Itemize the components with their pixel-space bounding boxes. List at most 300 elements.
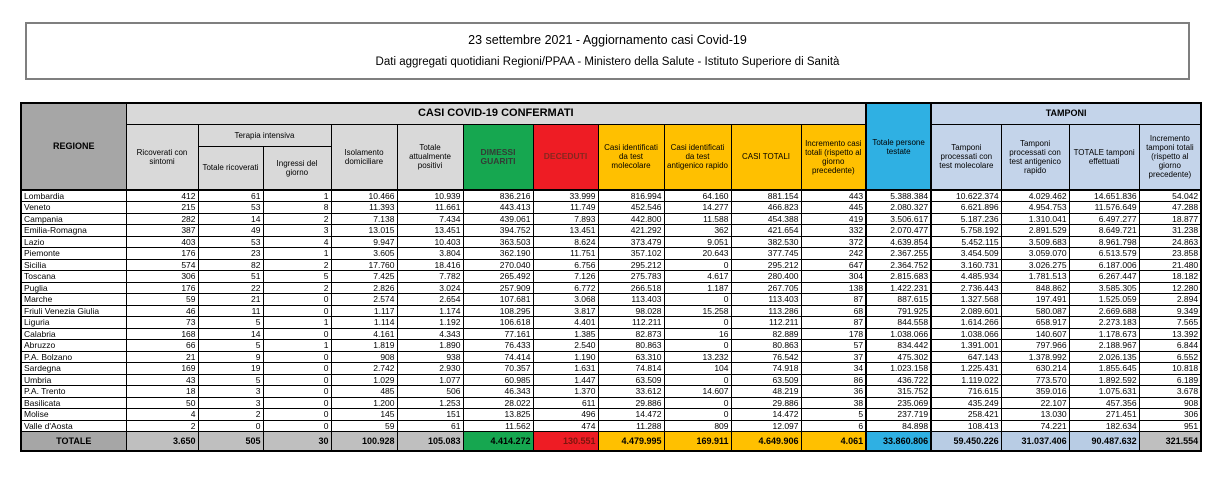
value-cell: 70.357 (463, 363, 533, 375)
region-name-cell: Toscana (21, 271, 126, 283)
region-name-cell: Sicilia (21, 259, 126, 271)
value-cell: 887.615 (866, 294, 931, 306)
value-cell: 3.160.731 (931, 259, 1001, 271)
value-cell: 3.678 (1139, 386, 1201, 398)
header-incremento-tamponi: Incremento tamponi totali (rispetto al giorno precedente) (1139, 124, 1201, 190)
table-row (21, 386, 1201, 398)
value-cell: 3.605 (331, 248, 397, 260)
value-cell: 1 (263, 317, 331, 329)
value-cell: 18.182 (1139, 271, 1201, 283)
header-deceduti: DECEDUTI (533, 124, 598, 190)
value-cell: 834.442 (866, 340, 931, 352)
value-cell: 2.574 (331, 294, 397, 306)
value-cell: 2 (263, 213, 331, 225)
value-cell: 38 (801, 397, 866, 409)
value-cell: 2.742 (331, 363, 397, 375)
value-cell: 4.029.462 (1001, 190, 1069, 202)
value-cell: 5 (198, 317, 263, 329)
value-cell: 362 (664, 225, 731, 237)
value-cell: 107.681 (463, 294, 533, 306)
value-cell: 23.858 (1139, 248, 1201, 260)
value-cell: 18.416 (397, 259, 463, 271)
value-cell: 2.080.327 (866, 202, 931, 214)
value-cell: 257.909 (463, 282, 533, 294)
value-cell: 2.815.683 (866, 271, 931, 283)
value-cell: 270.040 (463, 259, 533, 271)
value-cell: 105.083 (397, 432, 463, 451)
value-cell: 1.310.041 (1001, 213, 1069, 225)
value-cell: 215 (126, 202, 198, 214)
value-cell: 9.349 (1139, 305, 1201, 317)
value-cell: 332 (801, 225, 866, 237)
value-cell: 151 (397, 409, 463, 421)
value-cell: 100.928 (331, 432, 397, 451)
value-cell: 443.413 (463, 202, 533, 214)
value-cell: 2.669.688 (1069, 305, 1139, 317)
table-row (21, 317, 1201, 329)
value-cell: 80.863 (598, 340, 664, 352)
value-cell: 2.364.752 (866, 259, 931, 271)
value-cell: 22.107 (1001, 397, 1069, 409)
table-row (21, 259, 1201, 271)
value-cell: 0 (263, 420, 331, 432)
value-cell: 33.860.806 (866, 432, 931, 451)
value-cell: 18.877 (1139, 213, 1201, 225)
value-cell: 280.400 (731, 271, 801, 283)
header-casi-antigenico: Casi identificati da test antigenico rapido (664, 124, 731, 190)
value-cell: 21.480 (1139, 259, 1201, 271)
value-cell: 242 (801, 248, 866, 260)
value-cell: 145 (331, 409, 397, 421)
value-cell: 61 (397, 420, 463, 432)
value-cell: 76.433 (463, 340, 533, 352)
value-cell: 14.651.836 (1069, 190, 1139, 202)
value-cell: 21 (198, 294, 263, 306)
value-cell: 2.736.443 (931, 282, 1001, 294)
value-cell: 104 (664, 363, 731, 375)
value-cell: 14.472 (598, 409, 664, 421)
value-cell: 86 (801, 374, 866, 386)
value-cell: 7.126 (533, 271, 598, 283)
value-cell: 87 (801, 294, 866, 306)
value-cell: 848.862 (1001, 282, 1069, 294)
value-cell: 1 (263, 190, 331, 202)
value-cell: 2 (198, 409, 263, 421)
value-cell: 16 (664, 328, 731, 340)
value-cell: 10.939 (397, 190, 463, 202)
table-row (21, 282, 1201, 294)
value-cell: 797.966 (1001, 340, 1069, 352)
value-cell: 53 (198, 202, 263, 214)
value-cell: 1.117 (331, 305, 397, 317)
value-cell: 34 (801, 363, 866, 375)
value-cell: 77.161 (463, 328, 533, 340)
table-row (21, 397, 1201, 409)
value-cell: 363.503 (463, 236, 533, 248)
value-cell: 5.388.384 (866, 190, 931, 202)
value-cell: 1.525.059 (1069, 294, 1139, 306)
value-cell: 574 (126, 259, 198, 271)
value-cell: 176 (126, 248, 198, 260)
region-name-cell: Piemonte (21, 248, 126, 260)
value-cell: 11.393 (331, 202, 397, 214)
value-cell: 49 (198, 225, 263, 237)
value-cell: 31.037.406 (1001, 432, 1069, 451)
value-cell: 394.752 (463, 225, 533, 237)
value-cell: 2 (263, 282, 331, 294)
value-cell: 80.863 (731, 340, 801, 352)
value-cell: 5 (263, 271, 331, 283)
table-row (21, 294, 1201, 306)
value-cell: 9.051 (664, 236, 731, 248)
value-cell: 31.238 (1139, 225, 1201, 237)
header-regione: REGIONE (21, 103, 126, 190)
value-cell: 21 (126, 351, 198, 363)
value-cell: 14.607 (664, 386, 731, 398)
value-cell: 74.918 (731, 363, 801, 375)
region-name-cell: Liguria (21, 317, 126, 329)
value-cell: 8.961.798 (1069, 236, 1139, 248)
value-cell: 1.187 (664, 282, 731, 294)
value-cell: 37 (801, 351, 866, 363)
covid-data-table (20, 102, 1202, 452)
table-row (21, 328, 1201, 340)
value-cell: 2.089.601 (931, 305, 1001, 317)
value-cell: 1.819 (331, 340, 397, 352)
value-cell: 1.174 (397, 305, 463, 317)
value-cell: 0 (263, 363, 331, 375)
value-cell: 505 (198, 432, 263, 451)
value-cell: 108.295 (463, 305, 533, 317)
value-cell: 1.023.158 (866, 363, 931, 375)
value-cell: 9 (198, 351, 263, 363)
region-name-cell: Sardegna (21, 363, 126, 375)
value-cell: 0 (664, 294, 731, 306)
value-cell: 836.216 (463, 190, 533, 202)
value-cell: 7.425 (331, 271, 397, 283)
region-name-cell: Valle d'Aosta (21, 420, 126, 432)
value-cell: 10.403 (397, 236, 463, 248)
value-cell: 306 (126, 271, 198, 283)
value-cell: 2 (126, 420, 198, 432)
value-cell: 271.451 (1069, 409, 1139, 421)
value-cell: 15.258 (664, 305, 731, 317)
value-cell: 59.450.226 (931, 432, 1001, 451)
value-cell: 11.288 (598, 420, 664, 432)
value-cell: 0 (263, 328, 331, 340)
value-cell: 168 (126, 328, 198, 340)
value-cell: 2.894 (1139, 294, 1201, 306)
value-cell: 716.615 (931, 386, 1001, 398)
value-cell: 6.497.277 (1069, 213, 1139, 225)
value-cell: 3.024 (397, 282, 463, 294)
value-cell: 2.188.967 (1069, 340, 1139, 352)
value-cell: 773.570 (1001, 374, 1069, 386)
value-cell: 82.889 (731, 328, 801, 340)
value-cell: 0 (664, 317, 731, 329)
value-cell: 53 (198, 236, 263, 248)
value-cell: 10.622.374 (931, 190, 1001, 202)
value-cell: 1 (263, 248, 331, 260)
value-cell: 0 (664, 259, 731, 271)
value-cell: 5.758.192 (931, 225, 1001, 237)
value-cell: 9.947 (331, 236, 397, 248)
value-cell: 11.588 (664, 213, 731, 225)
value-cell: 6.267.447 (1069, 271, 1139, 283)
value-cell: 5.187.236 (931, 213, 1001, 225)
value-cell: 321.554 (1139, 432, 1201, 451)
value-cell: 1.890 (397, 340, 463, 352)
value-cell: 5 (198, 374, 263, 386)
value-cell: 0 (664, 340, 731, 352)
value-cell: 442.800 (598, 213, 664, 225)
region-name-cell: Campania (21, 213, 126, 225)
totals-label-cell: TOTALE (21, 432, 126, 451)
value-cell: 113.286 (731, 305, 801, 317)
value-cell: 18 (126, 386, 198, 398)
value-cell: 2.273.183 (1069, 317, 1139, 329)
value-cell: 112.211 (731, 317, 801, 329)
value-cell: 1.119.022 (931, 374, 1001, 386)
value-cell: 3.585.305 (1069, 282, 1139, 294)
value-cell: 3.650 (126, 432, 198, 451)
value-cell: 0 (263, 351, 331, 363)
value-cell: 1.631 (533, 363, 598, 375)
region-name-cell: Veneto (21, 202, 126, 214)
value-cell: 68 (801, 305, 866, 317)
value-cell: 4.161 (331, 328, 397, 340)
value-cell: 59 (331, 420, 397, 432)
region-name-cell: Lombardia (21, 190, 126, 202)
value-cell: 28.022 (463, 397, 533, 409)
value-cell: 176 (126, 282, 198, 294)
value-cell: 14.472 (731, 409, 801, 421)
value-cell: 1.391.001 (931, 340, 1001, 352)
value-cell: 6 (801, 420, 866, 432)
value-cell: 0 (263, 397, 331, 409)
value-cell: 0 (263, 374, 331, 386)
value-cell: 5.452.115 (931, 236, 1001, 248)
value-cell: 237.719 (866, 409, 931, 421)
value-cell: 1.225.431 (931, 363, 1001, 375)
value-cell: 12.097 (731, 420, 801, 432)
table-row (21, 236, 1201, 248)
value-cell: 113.403 (731, 294, 801, 306)
value-cell: 43 (126, 374, 198, 386)
value-cell: 10.466 (331, 190, 397, 202)
header-terapia-ingressi: Ingressi del giorno (263, 146, 331, 190)
value-cell: 4.485.934 (931, 271, 1001, 283)
value-cell: 1.075.631 (1069, 386, 1139, 398)
value-cell: 8.624 (533, 236, 598, 248)
value-cell: 6.187.006 (1069, 259, 1139, 271)
table-row (21, 225, 1201, 237)
value-cell: 6.552 (1139, 351, 1201, 363)
value-cell: 169 (126, 363, 198, 375)
value-cell: 82.873 (598, 328, 664, 340)
report-title-box (25, 22, 1190, 80)
value-cell: 6.772 (533, 282, 598, 294)
value-cell: 82 (198, 259, 263, 271)
value-cell: 73 (126, 317, 198, 329)
value-cell: 382.530 (731, 236, 801, 248)
value-cell: 475.302 (866, 351, 931, 363)
value-cell: 1.038.066 (866, 328, 931, 340)
value-cell: 19 (198, 363, 263, 375)
table-row (21, 363, 1201, 375)
value-cell: 11 (198, 305, 263, 317)
table-row (21, 351, 1201, 363)
report-title: 23 settembre 2021 - Aggiornamento casi Covid-19 (468, 33, 747, 47)
value-cell: 791.925 (866, 305, 931, 317)
value-cell: 3.804 (397, 248, 463, 260)
value-cell: 2 (263, 259, 331, 271)
value-cell: 816.994 (598, 190, 664, 202)
region-name-cell: Lazio (21, 236, 126, 248)
value-cell: 3.454.509 (931, 248, 1001, 260)
value-cell: 2.826 (331, 282, 397, 294)
value-cell: 373.479 (598, 236, 664, 248)
value-cell: 6.756 (533, 259, 598, 271)
value-cell: 61 (198, 190, 263, 202)
value-cell: 0 (263, 305, 331, 317)
value-cell: 90.487.632 (1069, 432, 1139, 451)
value-cell: 46 (126, 305, 198, 317)
region-name-cell: Basilicata (21, 397, 126, 409)
value-cell: 419 (801, 213, 866, 225)
totals-row (21, 432, 1201, 451)
value-cell: 108.413 (931, 420, 1001, 432)
header-group-casi-confermati: CASI COVID-19 CONFERMATI (126, 103, 866, 124)
value-cell: 74.221 (1001, 420, 1069, 432)
value-cell: 443 (801, 190, 866, 202)
value-cell: 7.565 (1139, 317, 1201, 329)
value-cell: 4 (126, 409, 198, 421)
header-tamponi-molecolare: Tamponi processati con test molecolare (931, 124, 1001, 190)
value-cell: 809 (664, 420, 731, 432)
table-row (21, 340, 1201, 352)
value-cell: 1 (263, 340, 331, 352)
value-cell: 357.102 (598, 248, 664, 260)
value-cell: 14.277 (664, 202, 731, 214)
table-row (21, 248, 1201, 260)
table-row (21, 305, 1201, 317)
value-cell: 63.509 (731, 374, 801, 386)
value-cell: 14 (198, 213, 263, 225)
value-cell: 3 (198, 397, 263, 409)
value-cell: 315.752 (866, 386, 931, 398)
value-cell: 13.825 (463, 409, 533, 421)
value-cell: 7.138 (331, 213, 397, 225)
value-cell: 435.249 (931, 397, 1001, 409)
header-persone-testate: Totale persone testate (866, 103, 931, 190)
value-cell: 11.749 (533, 202, 598, 214)
value-cell: 474 (533, 420, 598, 432)
table-row (21, 213, 1201, 225)
value-cell: 5 (198, 340, 263, 352)
value-cell: 64.160 (664, 190, 731, 202)
region-name-cell: Umbria (21, 374, 126, 386)
value-cell: 412 (126, 190, 198, 202)
value-cell: 421.292 (598, 225, 664, 237)
value-cell: 0 (263, 294, 331, 306)
value-cell: 1.385 (533, 328, 598, 340)
value-cell: 23 (198, 248, 263, 260)
value-cell: 1.114 (331, 317, 397, 329)
value-cell: 421.654 (731, 225, 801, 237)
value-cell: 881.154 (731, 190, 801, 202)
value-cell: 66 (126, 340, 198, 352)
value-cell: 11.751 (533, 248, 598, 260)
region-name-cell: Molise (21, 409, 126, 421)
value-cell: 8 (263, 202, 331, 214)
value-cell: 452.546 (598, 202, 664, 214)
value-cell: 4.414.272 (463, 432, 533, 451)
value-cell: 0 (664, 409, 731, 421)
value-cell: 658.917 (1001, 317, 1069, 329)
header-tamponi-antigenico: Tamponi processati con test antigenico rapido (1001, 124, 1069, 190)
value-cell: 3 (263, 225, 331, 237)
value-cell: 13.232 (664, 351, 731, 363)
value-cell: 59 (126, 294, 198, 306)
value-cell: 20.643 (664, 248, 731, 260)
value-cell: 87 (801, 317, 866, 329)
value-cell: 1.370 (533, 386, 598, 398)
value-cell: 113.403 (598, 294, 664, 306)
value-cell: 7.782 (397, 271, 463, 283)
value-cell: 24.863 (1139, 236, 1201, 248)
value-cell: 12.280 (1139, 282, 1201, 294)
value-cell: 436.722 (866, 374, 931, 386)
header-isolamento: Isolamento domiciliare (331, 124, 397, 190)
value-cell: 33.999 (533, 190, 598, 202)
header-casi-totali: CASI TOTALI (731, 124, 801, 190)
value-cell: 445 (801, 202, 866, 214)
value-cell: 6.621.896 (931, 202, 1001, 214)
region-name-cell: Puglia (21, 282, 126, 294)
region-name-cell: Emilia-Romagna (21, 225, 126, 237)
table-row (21, 374, 1201, 386)
value-cell: 295.212 (598, 259, 664, 271)
value-cell: 0 (198, 420, 263, 432)
value-cell: 908 (1139, 397, 1201, 409)
value-cell: 14 (198, 328, 263, 340)
value-cell: 76.542 (731, 351, 801, 363)
region-name-cell: Marche (21, 294, 126, 306)
value-cell: 1.327.568 (931, 294, 1001, 306)
value-cell: 372 (801, 236, 866, 248)
report-subtitle: Dati aggregati quotidiani Regioni/PPAA - Ministero della Salute - Istituto Superiore di Sanità (375, 56, 840, 68)
value-cell: 182.634 (1069, 420, 1139, 432)
value-cell: 36 (801, 386, 866, 398)
value-cell: 4.617 (664, 271, 731, 283)
value-cell: 1.029 (331, 374, 397, 386)
value-cell: 138 (801, 282, 866, 294)
value-cell: 266.518 (598, 282, 664, 294)
value-cell: 403 (126, 236, 198, 248)
table-header (21, 103, 1201, 190)
region-name-cell: Abruzzo (21, 340, 126, 352)
value-cell: 10.818 (1139, 363, 1201, 375)
value-cell: 4.479.995 (598, 432, 664, 451)
value-cell: 1.422.231 (866, 282, 931, 294)
value-cell: 197.491 (1001, 294, 1069, 306)
value-cell: 4.061 (801, 432, 866, 451)
header-tamponi-totale: TOTALE tamponi effettuati (1069, 124, 1139, 190)
value-cell: 46.343 (463, 386, 533, 398)
value-cell: 1.378.992 (1001, 351, 1069, 363)
value-cell: 3.026.275 (1001, 259, 1069, 271)
